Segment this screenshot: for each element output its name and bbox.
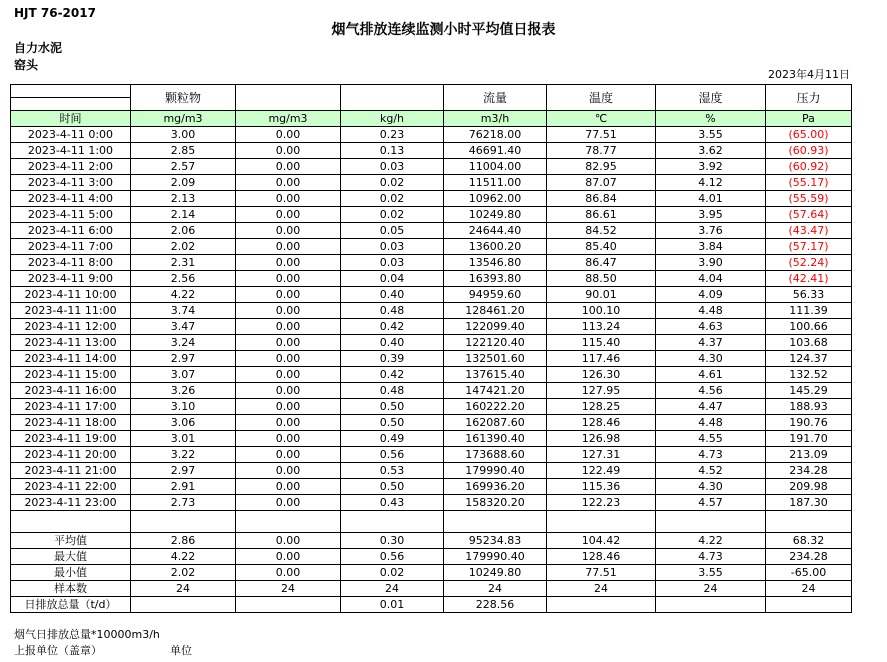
cell-time: 2023-4-11 15:00 <box>11 367 131 383</box>
report-unit-stamp-label: 上报单位（盖章） <box>14 644 102 657</box>
cell-kgh: 0.03 <box>341 239 444 255</box>
cell-temperature: 127.31 <box>547 447 656 463</box>
cell-temperature: 113.24 <box>547 319 656 335</box>
cell-humidity: 4.30 <box>656 479 766 495</box>
cell-pa: 145.29 <box>766 383 852 399</box>
spacer-cell <box>236 511 341 533</box>
cell-temperature: 82.95 <box>547 159 656 175</box>
cell-mgm3-2: 0.00 <box>236 127 341 143</box>
cell-humidity: 3.76 <box>656 223 766 239</box>
cell-time: 2023-4-11 9:00 <box>11 271 131 287</box>
summary-cell-temperature: 77.51 <box>547 565 656 581</box>
cell-flow: 169936.20 <box>444 479 547 495</box>
cell-kgh: 0.03 <box>341 255 444 271</box>
unit-celsius: ℃ <box>547 111 656 127</box>
cell-kgh: 0.23 <box>341 127 444 143</box>
cell-pm-mgm3: 2.97 <box>131 463 236 479</box>
col-header-flow: 流量 <box>444 85 547 111</box>
spacer-cell <box>11 511 131 533</box>
cell-temperature: 84.52 <box>547 223 656 239</box>
cell-flow: 94959.60 <box>444 287 547 303</box>
cell-pa: (55.59) <box>766 191 852 207</box>
col-header-blank-2 <box>341 85 444 111</box>
summary-cell-temperature: 24 <box>547 581 656 597</box>
summary-cell-pa: 68.32 <box>766 533 852 549</box>
cell-mgm3-2: 0.00 <box>236 367 341 383</box>
table-row <box>11 447 852 463</box>
cell-kgh: 0.56 <box>341 447 444 463</box>
cell-flow: 137615.40 <box>444 367 547 383</box>
cell-pa: (42.41) <box>766 271 852 287</box>
summary-cell-mgm3-2: 0.00 <box>236 533 341 549</box>
cell-time: 2023-4-11 17:00 <box>11 399 131 415</box>
cell-kgh: 0.02 <box>341 191 444 207</box>
cell-pm-mgm3: 2.73 <box>131 495 236 511</box>
table-row <box>11 463 852 479</box>
summary-cell-kgh: 0.01 <box>341 597 444 613</box>
cell-kgh: 0.05 <box>341 223 444 239</box>
summary-cell-pm-mgm3: 4.22 <box>131 549 236 565</box>
table-row <box>11 351 852 367</box>
cell-time: 2023-4-11 18:00 <box>11 415 131 431</box>
cell-mgm3-2: 0.00 <box>236 495 341 511</box>
cell-temperature: 85.40 <box>547 239 656 255</box>
cell-temperature: 127.95 <box>547 383 656 399</box>
cell-kgh: 0.40 <box>341 335 444 351</box>
cell-kgh: 0.04 <box>341 271 444 287</box>
cell-mgm3-2: 0.00 <box>236 287 341 303</box>
cell-humidity: 4.48 <box>656 415 766 431</box>
cell-humidity: 4.37 <box>656 335 766 351</box>
table-row <box>11 303 852 319</box>
header-corner-top <box>11 85 131 98</box>
cell-pm-mgm3: 2.97 <box>131 351 236 367</box>
cell-mgm3-2: 0.00 <box>236 271 341 287</box>
cell-flow: 162087.60 <box>444 415 547 431</box>
cell-humidity: 3.95 <box>656 207 766 223</box>
unit-m3h: m3/h <box>444 111 547 127</box>
cell-mgm3-2: 0.00 <box>236 223 341 239</box>
station-name: 窑头 <box>14 58 39 72</box>
cell-pa: (43.47) <box>766 223 852 239</box>
cell-kgh: 0.53 <box>341 463 444 479</box>
cell-time: 2023-4-11 1:00 <box>11 143 131 159</box>
summary-cell-flow: 228.56 <box>444 597 547 613</box>
cell-pa: 100.66 <box>766 319 852 335</box>
flow-total-note: 烟气日排放总量*10000m3/h <box>14 628 160 641</box>
col-header-temperature: 温度 <box>547 85 656 111</box>
cell-kgh: 0.43 <box>341 495 444 511</box>
unit-label: 单位 <box>170 644 192 657</box>
cell-mgm3-2: 0.00 <box>236 319 341 335</box>
cell-kgh: 0.42 <box>341 319 444 335</box>
summary-cell-pa: 234.28 <box>766 549 852 565</box>
unit-kgh: kg/h <box>341 111 444 127</box>
summary-cell-pm-mgm3 <box>131 597 236 613</box>
report-date: 2023年4月11日 <box>768 68 850 81</box>
summary-cell-flow: 10249.80 <box>444 565 547 581</box>
cell-pa: 191.70 <box>766 431 852 447</box>
cell-mgm3-2: 0.00 <box>236 447 341 463</box>
cell-pa: 213.09 <box>766 447 852 463</box>
cell-pa: 132.52 <box>766 367 852 383</box>
cell-flow: 10962.00 <box>444 191 547 207</box>
cell-mgm3-2: 0.00 <box>236 415 341 431</box>
cell-pa: 56.33 <box>766 287 852 303</box>
cell-flow: 10249.80 <box>444 207 547 223</box>
cell-pa: 111.39 <box>766 303 852 319</box>
cell-kgh: 0.03 <box>341 159 444 175</box>
table-row <box>11 495 852 511</box>
col-header-humidity: 湿度 <box>656 85 766 111</box>
group-header-row <box>11 85 852 98</box>
cell-temperature: 100.10 <box>547 303 656 319</box>
table-row <box>11 207 852 223</box>
cell-time: 2023-4-11 22:00 <box>11 479 131 495</box>
summary-row <box>11 581 852 597</box>
cell-pa: (60.93) <box>766 143 852 159</box>
cell-flow: 128461.20 <box>444 303 547 319</box>
cell-pa: 124.37 <box>766 351 852 367</box>
cell-temperature: 88.50 <box>547 271 656 287</box>
cell-pm-mgm3: 2.31 <box>131 255 236 271</box>
cell-pm-mgm3: 3.00 <box>131 127 236 143</box>
cell-flow: 11511.00 <box>444 175 547 191</box>
summary-cell-kgh: 24 <box>341 581 444 597</box>
cell-flow: 173688.60 <box>444 447 547 463</box>
cell-mgm3-2: 0.00 <box>236 255 341 271</box>
cell-pm-mgm3: 2.02 <box>131 239 236 255</box>
cell-kgh: 0.39 <box>341 351 444 367</box>
cell-pa: (60.92) <box>766 159 852 175</box>
report-table <box>10 84 852 613</box>
cell-temperature: 87.07 <box>547 175 656 191</box>
cell-kgh: 0.50 <box>341 479 444 495</box>
summary-cell-kgh: 0.02 <box>341 565 444 581</box>
summary-cell-pa <box>766 597 852 613</box>
cell-time: 2023-4-11 19:00 <box>11 431 131 447</box>
cell-kgh: 0.50 <box>341 415 444 431</box>
summary-label: 最大值 <box>11 549 131 565</box>
table-row <box>11 287 852 303</box>
unit-pa: Pa <box>766 111 852 127</box>
cell-flow: 132501.60 <box>444 351 547 367</box>
cell-pm-mgm3: 3.06 <box>131 415 236 431</box>
cell-flow: 11004.00 <box>444 159 547 175</box>
cell-kgh: 0.48 <box>341 303 444 319</box>
cell-flow: 161390.40 <box>444 431 547 447</box>
cell-pm-mgm3: 3.74 <box>131 303 236 319</box>
page-title: 烟气排放连续监测小时平均值日报表 <box>331 22 556 38</box>
cell-time: 2023-4-11 16:00 <box>11 383 131 399</box>
cell-humidity: 4.12 <box>656 175 766 191</box>
summary-cell-temperature: 128.46 <box>547 549 656 565</box>
table-row <box>11 239 852 255</box>
cell-pm-mgm3: 2.56 <box>131 271 236 287</box>
summary-row <box>11 597 852 613</box>
table-row <box>11 127 852 143</box>
cell-pm-mgm3: 2.09 <box>131 175 236 191</box>
cell-kgh: 0.40 <box>341 287 444 303</box>
summary-cell-kgh: 0.30 <box>341 533 444 549</box>
cell-pa: (57.17) <box>766 239 852 255</box>
cell-mgm3-2: 0.00 <box>236 399 341 415</box>
cell-humidity: 4.73 <box>656 447 766 463</box>
cell-temperature: 128.46 <box>547 415 656 431</box>
table-row <box>11 399 852 415</box>
cell-pm-mgm3: 4.22 <box>131 287 236 303</box>
cell-flow: 147421.20 <box>444 383 547 399</box>
cell-time: 2023-4-11 7:00 <box>11 239 131 255</box>
unit-percent: % <box>656 111 766 127</box>
cell-time: 2023-4-11 2:00 <box>11 159 131 175</box>
summary-cell-pm-mgm3: 2.02 <box>131 565 236 581</box>
cell-temperature: 86.47 <box>547 255 656 271</box>
cell-mgm3-2: 0.00 <box>236 335 341 351</box>
cell-temperature: 126.30 <box>547 367 656 383</box>
cell-humidity: 4.63 <box>656 319 766 335</box>
cell-pa: 187.30 <box>766 495 852 511</box>
cell-humidity: 3.84 <box>656 239 766 255</box>
cell-time: 2023-4-11 4:00 <box>11 191 131 207</box>
summary-row <box>11 565 852 581</box>
col-header-pressure: 压力 <box>766 85 852 111</box>
cell-humidity: 4.48 <box>656 303 766 319</box>
summary-cell-temperature: 104.42 <box>547 533 656 549</box>
table-row <box>11 415 852 431</box>
cell-mgm3-2: 0.00 <box>236 191 341 207</box>
cell-humidity: 3.62 <box>656 143 766 159</box>
summary-cell-humidity: 24 <box>656 581 766 597</box>
cell-humidity: 4.47 <box>656 399 766 415</box>
cell-time: 2023-4-11 5:00 <box>11 207 131 223</box>
cell-temperature: 117.46 <box>547 351 656 367</box>
cell-pa: 190.76 <box>766 415 852 431</box>
spacer-cell <box>131 511 236 533</box>
cell-kgh: 0.42 <box>341 367 444 383</box>
cell-flow: 122099.40 <box>444 319 547 335</box>
cell-pm-mgm3: 2.91 <box>131 479 236 495</box>
summary-cell-humidity: 4.73 <box>656 549 766 565</box>
table-row <box>11 191 852 207</box>
cell-pa: (52.24) <box>766 255 852 271</box>
cell-humidity: 3.92 <box>656 159 766 175</box>
cell-mgm3-2: 0.00 <box>236 143 341 159</box>
cell-kgh: 0.50 <box>341 399 444 415</box>
spacer-cell <box>656 511 766 533</box>
cell-temperature: 78.77 <box>547 143 656 159</box>
cell-pm-mgm3: 2.14 <box>131 207 236 223</box>
summary-label: 最小值 <box>11 565 131 581</box>
cell-pa: (57.64) <box>766 207 852 223</box>
table-row <box>11 319 852 335</box>
cell-kgh: 0.13 <box>341 143 444 159</box>
cell-mgm3-2: 0.00 <box>236 303 341 319</box>
cell-humidity: 4.61 <box>656 367 766 383</box>
cell-pa: (55.17) <box>766 175 852 191</box>
table-row <box>11 335 852 351</box>
cell-temperature: 126.98 <box>547 431 656 447</box>
cell-kgh: 0.48 <box>341 383 444 399</box>
cell-mgm3-2: 0.00 <box>236 351 341 367</box>
unit-mgm3-2: mg/m3 <box>236 111 341 127</box>
cell-flow: 46691.40 <box>444 143 547 159</box>
summary-cell-humidity <box>656 597 766 613</box>
summary-label: 平均值 <box>11 533 131 549</box>
cell-humidity: 4.09 <box>656 287 766 303</box>
summary-cell-temperature <box>547 597 656 613</box>
cell-mgm3-2: 0.00 <box>236 239 341 255</box>
cell-pm-mgm3: 2.57 <box>131 159 236 175</box>
cell-temperature: 77.51 <box>547 127 656 143</box>
unit-mgm3-1: mg/m3 <box>131 111 236 127</box>
cell-flow: 179990.40 <box>444 463 547 479</box>
cell-flow: 13546.80 <box>444 255 547 271</box>
summary-cell-flow: 95234.83 <box>444 533 547 549</box>
header-corner-bottom <box>11 98 131 111</box>
summary-row <box>11 533 852 549</box>
summary-cell-pm-mgm3: 24 <box>131 581 236 597</box>
summary-cell-pa: -65.00 <box>766 565 852 581</box>
table-row <box>11 431 852 447</box>
summary-cell-mgm3-2 <box>236 597 341 613</box>
table-row <box>11 159 852 175</box>
table-row <box>11 255 852 271</box>
cell-time: 2023-4-11 10:00 <box>11 287 131 303</box>
summary-cell-mgm3-2: 0.00 <box>236 549 341 565</box>
cell-flow: 13600.20 <box>444 239 547 255</box>
cell-flow: 24644.40 <box>444 223 547 239</box>
standard-code: HJT 76-2017 <box>14 6 96 20</box>
table-row <box>11 479 852 495</box>
cell-pa: (65.00) <box>766 127 852 143</box>
cell-mgm3-2: 0.00 <box>236 431 341 447</box>
cell-humidity: 4.30 <box>656 351 766 367</box>
cell-mgm3-2: 0.00 <box>236 175 341 191</box>
cell-time: 2023-4-11 3:00 <box>11 175 131 191</box>
spacer-cell <box>341 511 444 533</box>
cell-pa: 234.28 <box>766 463 852 479</box>
cell-pm-mgm3: 3.01 <box>131 431 236 447</box>
cell-humidity: 4.01 <box>656 191 766 207</box>
cell-kgh: 0.49 <box>341 431 444 447</box>
cell-pm-mgm3: 3.26 <box>131 383 236 399</box>
cell-time: 2023-4-11 13:00 <box>11 335 131 351</box>
cell-humidity: 3.90 <box>656 255 766 271</box>
spacer-row <box>11 511 852 533</box>
table-row <box>11 367 852 383</box>
cell-humidity: 4.55 <box>656 431 766 447</box>
cell-temperature: 115.40 <box>547 335 656 351</box>
cell-time: 2023-4-11 12:00 <box>11 319 131 335</box>
cell-time: 2023-4-11 6:00 <box>11 223 131 239</box>
summary-cell-pa: 24 <box>766 581 852 597</box>
cell-temperature: 128.25 <box>547 399 656 415</box>
cell-temperature: 90.01 <box>547 287 656 303</box>
table-row <box>11 223 852 239</box>
cell-time: 2023-4-11 8:00 <box>11 255 131 271</box>
cell-mgm3-2: 0.00 <box>236 383 341 399</box>
table-row <box>11 175 852 191</box>
table-row <box>11 383 852 399</box>
cell-temperature: 122.49 <box>547 463 656 479</box>
cell-pm-mgm3: 3.47 <box>131 319 236 335</box>
cell-mgm3-2: 0.00 <box>236 463 341 479</box>
cell-flow: 122120.40 <box>444 335 547 351</box>
cell-pm-mgm3: 3.07 <box>131 367 236 383</box>
cell-pm-mgm3: 2.85 <box>131 143 236 159</box>
unit-time: 时间 <box>11 111 131 127</box>
table-row <box>11 143 852 159</box>
cell-mgm3-2: 0.00 <box>236 159 341 175</box>
company-name: 自力水泥 <box>14 41 63 55</box>
cell-pm-mgm3: 2.06 <box>131 223 236 239</box>
cell-pm-mgm3: 3.22 <box>131 447 236 463</box>
summary-cell-kgh: 0.56 <box>341 549 444 565</box>
cell-mgm3-2: 0.00 <box>236 479 341 495</box>
summary-cell-flow: 179990.40 <box>444 549 547 565</box>
cell-time: 2023-4-11 23:00 <box>11 495 131 511</box>
cell-kgh: 0.02 <box>341 207 444 223</box>
cell-pm-mgm3: 3.24 <box>131 335 236 351</box>
cell-flow: 158320.20 <box>444 495 547 511</box>
cell-temperature: 86.84 <box>547 191 656 207</box>
cell-time: 2023-4-11 0:00 <box>11 127 131 143</box>
summary-cell-humidity: 4.22 <box>656 533 766 549</box>
cell-humidity: 4.04 <box>656 271 766 287</box>
spacer-cell <box>444 511 547 533</box>
unit-header-row <box>11 111 852 127</box>
table-row <box>11 271 852 287</box>
cell-humidity: 4.57 <box>656 495 766 511</box>
summary-cell-humidity: 3.55 <box>656 565 766 581</box>
cell-flow: 16393.80 <box>444 271 547 287</box>
cell-pa: 188.93 <box>766 399 852 415</box>
cell-mgm3-2: 0.00 <box>236 207 341 223</box>
col-header-blank-1 <box>236 85 341 111</box>
cell-humidity: 4.56 <box>656 383 766 399</box>
cell-pm-mgm3: 3.10 <box>131 399 236 415</box>
cell-pa: 209.98 <box>766 479 852 495</box>
cell-humidity: 4.52 <box>656 463 766 479</box>
cell-humidity: 3.55 <box>656 127 766 143</box>
summary-label: 样本数 <box>11 581 131 597</box>
summary-cell-mgm3-2: 24 <box>236 581 341 597</box>
cell-pm-mgm3: 2.13 <box>131 191 236 207</box>
cell-time: 2023-4-11 11:00 <box>11 303 131 319</box>
col-header-particulate: 颗粒物 <box>131 85 236 111</box>
spacer-cell <box>766 511 852 533</box>
summary-cell-mgm3-2: 0.00 <box>236 565 341 581</box>
cell-flow: 160222.20 <box>444 399 547 415</box>
cell-flow: 76218.00 <box>444 127 547 143</box>
cell-pa: 103.68 <box>766 335 852 351</box>
cell-time: 2023-4-11 21:00 <box>11 463 131 479</box>
cell-time: 2023-4-11 20:00 <box>11 447 131 463</box>
cell-temperature: 86.61 <box>547 207 656 223</box>
spacer-cell <box>547 511 656 533</box>
cell-temperature: 115.36 <box>547 479 656 495</box>
summary-cell-pm-mgm3: 2.86 <box>131 533 236 549</box>
cell-kgh: 0.02 <box>341 175 444 191</box>
summary-label: 日排放总量（t/d） <box>11 597 131 613</box>
summary-row <box>11 549 852 565</box>
cell-temperature: 122.23 <box>547 495 656 511</box>
cell-time: 2023-4-11 14:00 <box>11 351 131 367</box>
summary-cell-flow: 24 <box>444 581 547 597</box>
